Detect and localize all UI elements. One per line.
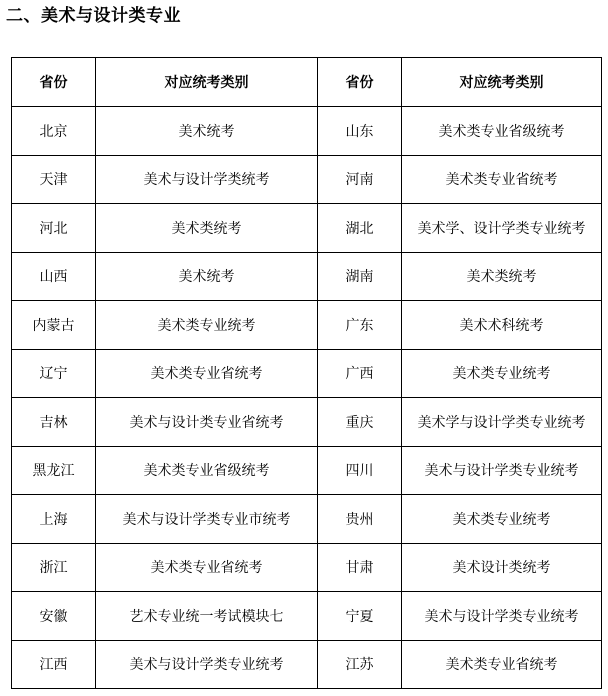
category-cell: 美术统考 <box>96 252 318 301</box>
province-cell: 甘肃 <box>318 543 402 592</box>
province-cell: 河南 <box>318 155 402 204</box>
province-cell: 吉林 <box>12 398 96 447</box>
category-cell: 美术学、设计学类专业统考 <box>402 204 602 253</box>
category-cell: 美术术科统考 <box>402 301 602 350</box>
table-row <box>12 155 602 204</box>
table-row <box>12 446 602 495</box>
table-row <box>12 592 602 641</box>
table-row <box>12 349 602 398</box>
category-cell: 美术类专业省统考 <box>402 640 602 689</box>
province-cell: 重庆 <box>318 398 402 447</box>
category-cell: 美术类专业统考 <box>402 349 602 398</box>
category-cell: 美术类专业统考 <box>96 301 318 350</box>
table-row <box>12 543 602 592</box>
province-cell: 四川 <box>318 446 402 495</box>
section-heading: 二、美术与设计类专业 <box>6 6 181 26</box>
province-cell: 内蒙古 <box>12 301 96 350</box>
province-cell: 黑龙江 <box>12 446 96 495</box>
category-cell: 美术设计类统考 <box>402 543 602 592</box>
province-cell: 江苏 <box>318 640 402 689</box>
category-cell: 美术与设计类专业省统考 <box>96 398 318 447</box>
category-cell: 美术类专业省统考 <box>402 155 602 204</box>
category-cell: 美术与设计学类专业统考 <box>402 446 602 495</box>
province-cell: 天津 <box>12 155 96 204</box>
header-category-left: 对应统考类别 <box>96 58 318 107</box>
province-cell: 贵州 <box>318 495 402 544</box>
province-cell: 北京 <box>12 107 96 156</box>
table-header-row <box>12 58 602 107</box>
province-cell: 山西 <box>12 252 96 301</box>
category-cell: 美术类专业省级统考 <box>402 107 602 156</box>
header-category-right: 对应统考类别 <box>402 58 602 107</box>
table-row <box>12 640 602 689</box>
category-cell: 美术类统考 <box>402 252 602 301</box>
province-exam-table <box>11 57 602 689</box>
category-cell: 美术统考 <box>96 107 318 156</box>
province-cell: 辽宁 <box>12 349 96 398</box>
category-cell: 美术类统考 <box>96 204 318 253</box>
category-cell: 美术与设计学类专业统考 <box>402 592 602 641</box>
category-cell: 美术类专业统考 <box>402 495 602 544</box>
header-province-left: 省份 <box>12 58 96 107</box>
table-row <box>12 301 602 350</box>
header-province-right: 省份 <box>318 58 402 107</box>
table-row <box>12 204 602 253</box>
province-cell: 湖南 <box>318 252 402 301</box>
province-cell: 宁夏 <box>318 592 402 641</box>
province-cell: 湖北 <box>318 204 402 253</box>
table-row <box>12 252 602 301</box>
category-cell: 美术学与设计学类专业统考 <box>402 398 602 447</box>
category-cell: 艺术专业统一考试模块七 <box>96 592 318 641</box>
category-cell: 美术与设计学类专业统考 <box>96 640 318 689</box>
province-cell: 安徽 <box>12 592 96 641</box>
province-cell: 江西 <box>12 640 96 689</box>
province-cell: 河北 <box>12 204 96 253</box>
table-row <box>12 107 602 156</box>
category-cell: 美术类专业省统考 <box>96 349 318 398</box>
table-row <box>12 495 602 544</box>
category-cell: 美术类专业省级统考 <box>96 446 318 495</box>
province-cell: 广西 <box>318 349 402 398</box>
category-cell: 美术类专业省统考 <box>96 543 318 592</box>
province-cell: 浙江 <box>12 543 96 592</box>
table-row <box>12 398 602 447</box>
category-cell: 美术与设计学类统考 <box>96 155 318 204</box>
province-cell: 山东 <box>318 107 402 156</box>
category-cell: 美术与设计学类专业市统考 <box>96 495 318 544</box>
province-cell: 广东 <box>318 301 402 350</box>
province-cell: 上海 <box>12 495 96 544</box>
